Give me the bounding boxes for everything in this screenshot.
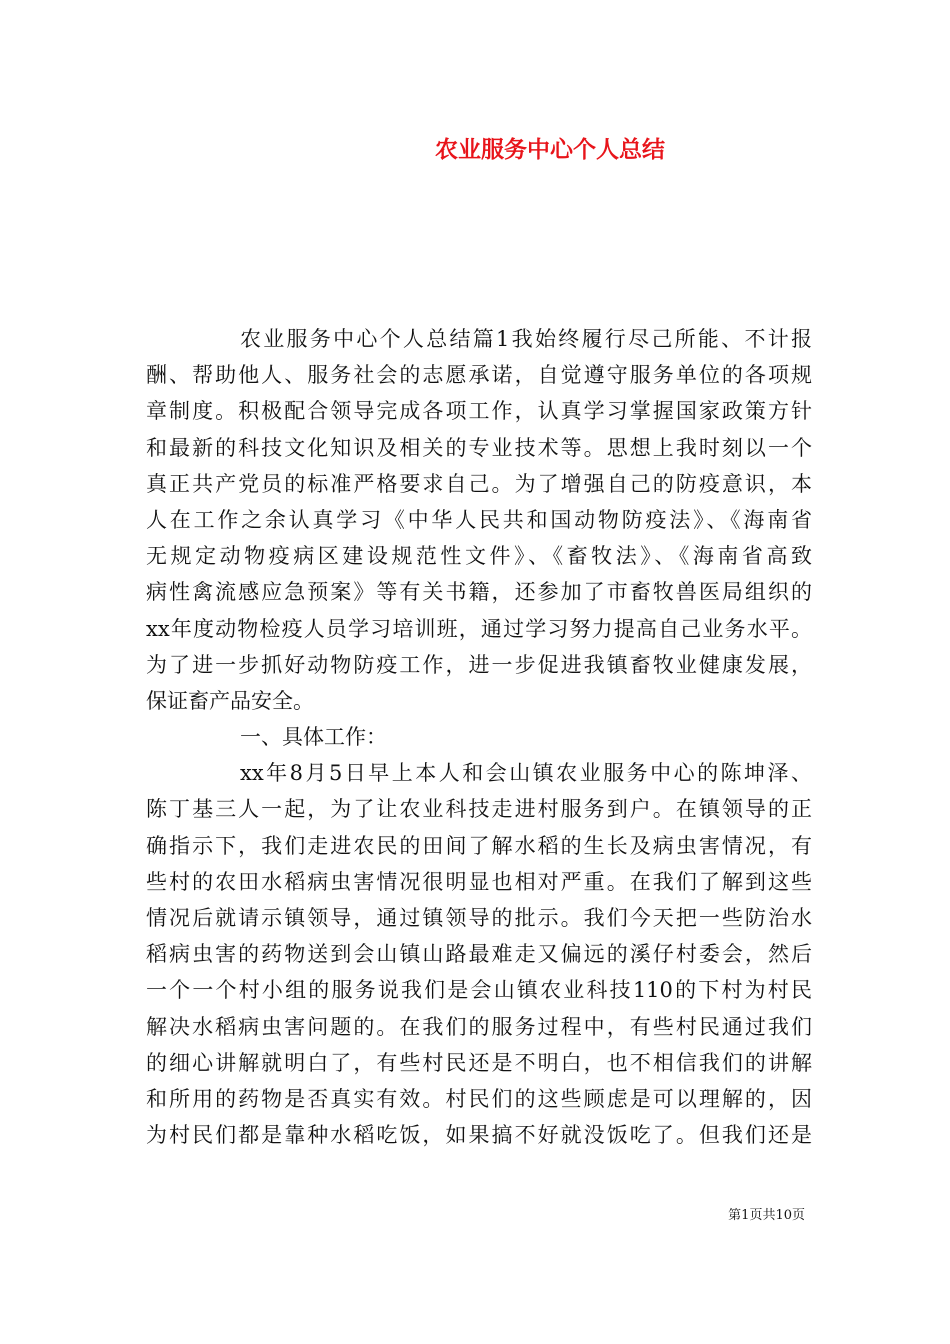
text-line: 和最新的科技文化知识及相关的专业技术等。思想上我时刻以一个 [146, 435, 812, 460]
text-line: xx年8月5日早上本人和会山镇农业服务中心的陈坤泽、 [240, 761, 812, 786]
text-line: 人在工作之余认真学习《中华人民共和国动物防疫法》、《海南省 [146, 507, 812, 532]
document-body [146, 321, 812, 1153]
text-line: 章制度。积极配合领导完成各项工作，认真学习掌握国家政策方针 [146, 399, 812, 424]
text-line: 稻病虫害的药物送到会山镇山路最难走又偏远的溪仔村委会，然后 [146, 942, 812, 967]
text-line: 解决水稻病虫害问题的。在我们的服务过程中，有些村民通过我们 [146, 1014, 812, 1039]
text-line: 为了进一步抓好动物防疫工作，进一步促进我镇畜牧业健康发展， [146, 652, 812, 677]
page-number-footer: 第1页共10页 [728, 1208, 805, 1223]
text-line: 为村民们都是靠种水稻吃饭，如果搞不好就没饭吃了。但我们还是 [146, 1123, 812, 1148]
section-heading: 一、具体工作： [240, 725, 387, 750]
text-line: 些村的农田水稻病虫害情况很明显也相对严重。在我们了解到这些 [146, 869, 812, 894]
text-line: 确指示下，我们走进农民的田间了解水稻的生长及病虫害情况，有 [146, 833, 812, 858]
text-line: 农业服务中心个人总结篇1我始终履行尽己所能、不计报 [240, 327, 812, 351]
text-line: xx年度动物检疫人员学习培训班，通过学习努力提高自己业务水平。 [146, 616, 812, 641]
text-line: 无规定动物疫病区建设规范性文件》、《畜牧法》、《海南省高致 [146, 544, 812, 569]
text-line: 真正共产党员的标准严格要求自己。为了增强自己的防疫意识，本 [146, 471, 812, 496]
document-title: 农业服务中心个人总结 [435, 136, 665, 163]
text-line: 和所用的药物是否真实有效。村民们的这些顾虑是可以理解的，因 [146, 1086, 812, 1111]
text-line: 病性禽流感应急预案》等有关书籍，还参加了市畜牧兽医局组织的 [146, 580, 812, 605]
text-line: 一个一个村小组的服务说我们是会山镇农业科技110的下村为村民 [146, 978, 812, 1003]
text-line: 陈丁基三人一起，为了让农业科技走进村服务到户。在镇领导的正 [146, 797, 812, 822]
text-line: 保证畜产品安全。 [146, 688, 314, 713]
text-line: 情况后就请示镇领导，通过镇领导的批示。我们今天把一些防治水 [146, 906, 812, 930]
text-line: 酬、帮助他人、服务社会的志愿承诺，自觉遵守服务单位的各项规 [146, 363, 812, 388]
text-line: 的细心讲解就明白了，有些村民还是不明白，也不相信我们的讲解 [146, 1050, 812, 1075]
